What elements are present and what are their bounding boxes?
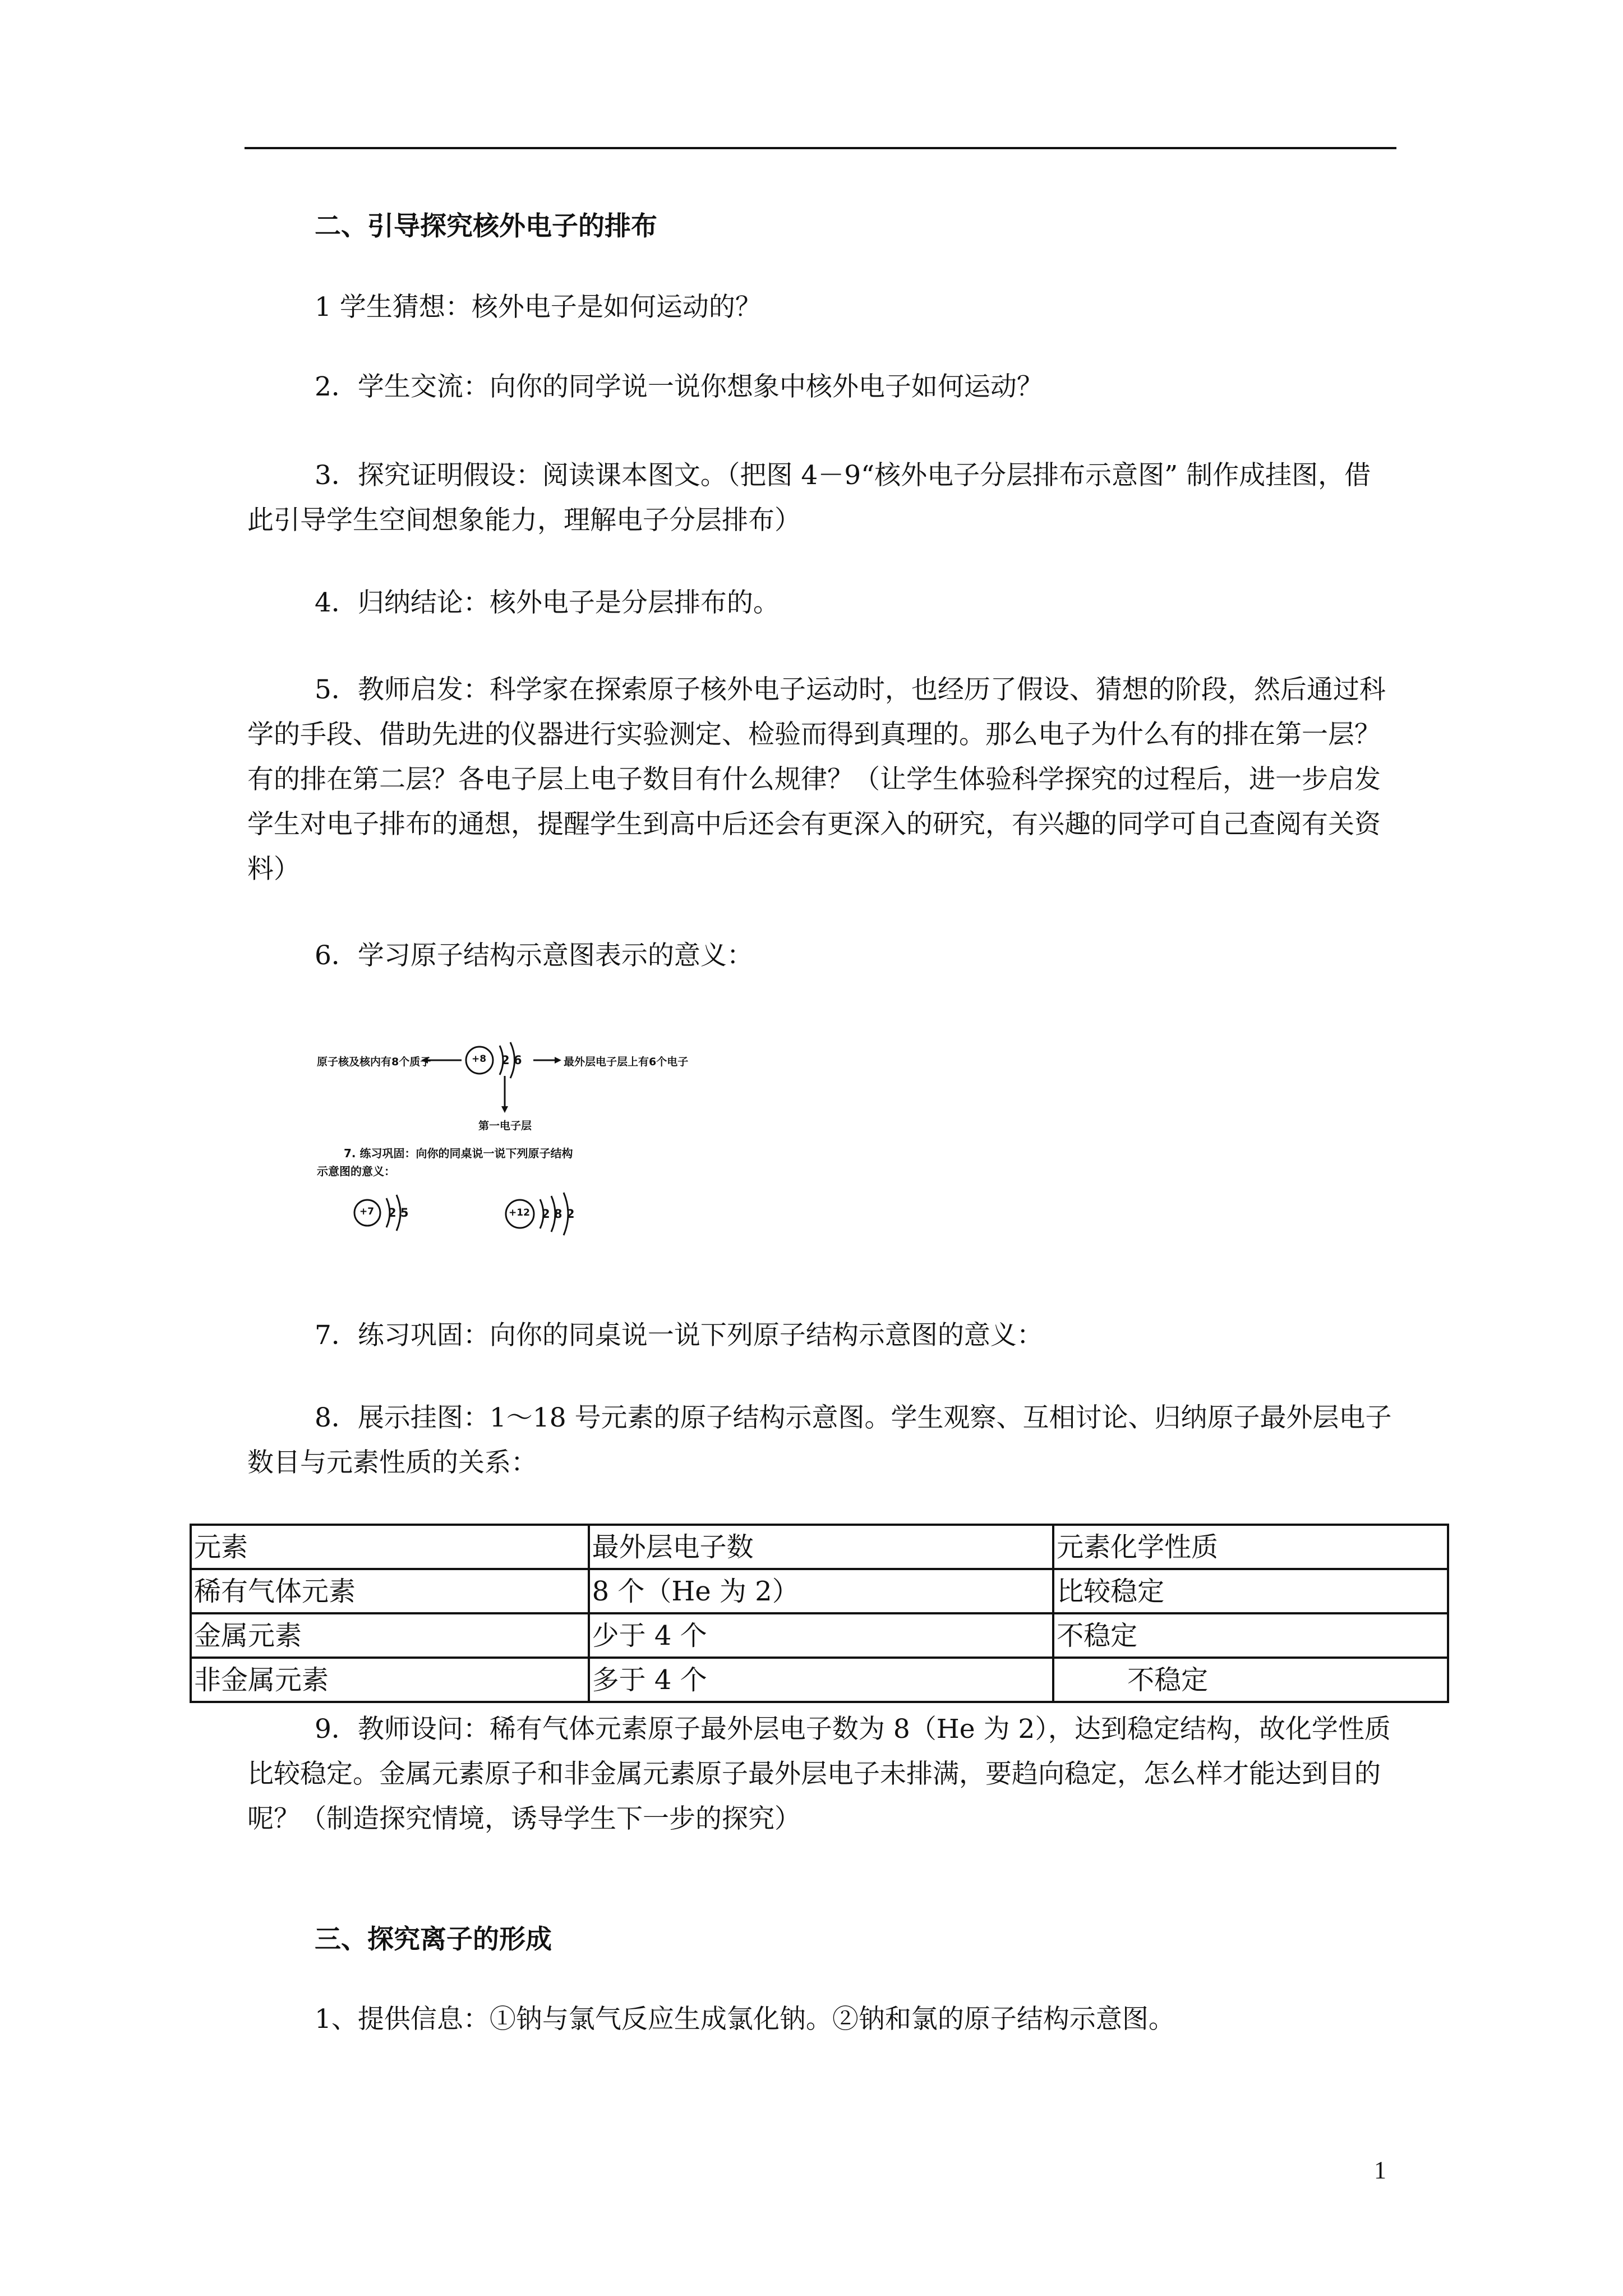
nitrogen-nucleus-charge: +7 bbox=[359, 1206, 375, 1217]
table-cell: 8 个（He 为 2） bbox=[589, 1569, 1054, 1613]
nitrogen-shell-electrons: 2 5 bbox=[388, 1206, 409, 1220]
element-properties-table bbox=[190, 1524, 1449, 1703]
table-cell: 非金属元素 bbox=[191, 1658, 589, 1702]
arrow-down-head bbox=[501, 1106, 508, 1113]
table-header-cell: 元素 bbox=[191, 1525, 589, 1569]
figure-label-outer-shell: 最外层电子层上有6个电子 bbox=[564, 1056, 689, 1068]
table-cell: 金属元素 bbox=[191, 1613, 589, 1658]
section-heading-2: 二、引导探究核外电子的排布 bbox=[315, 211, 657, 242]
paragraph-2: 2．学生交流：向你的同学说一说你想象中核外电子如何运动？ bbox=[315, 371, 1043, 402]
paragraph-5: 5．教师启发：科学家在探索原子核外电子运动时，也经历了假设、猜想的阶段，然后通过科学的手段、借助先进的仪器进行实验测定、检验而得到真理的。那么电子为什么有的排在第一层？有的排在第二层？各电子层上电子数目有什么规律？（让学生体验科学探究的过程后，进一步启发学生对电子排布的通想，提醒学生到高中后还会有更深入的研究，有兴趣的同学可自己查阅有关资料） bbox=[247, 674, 1386, 885]
header-rule bbox=[245, 147, 1396, 149]
paragraph-4: 4．归纳结论：核外电子是分层排布的。 bbox=[315, 587, 780, 618]
arrow-right-head bbox=[555, 1057, 561, 1064]
paragraph-6: 6．学习原子结构示意图表示的意义： bbox=[315, 940, 753, 971]
oxygen-shell-electrons: 2 6 bbox=[501, 1053, 522, 1067]
paragraph-1: 1 学生猜想：核外电子是如何运动的？ bbox=[315, 292, 762, 323]
table-row bbox=[191, 1658, 1448, 1702]
table-row bbox=[191, 1569, 1448, 1613]
table-cell: 多于 4 个 bbox=[589, 1658, 1054, 1702]
magnesium-nucleus-charge: +12 bbox=[509, 1207, 530, 1218]
paragraph-10: 1、提供信息：①钠与氯气反应生成氯化钠。②钠和氯的原子结构示意图。 bbox=[315, 2004, 1175, 2035]
paragraph-9: 9．教师设问：稀有气体元素原子最外层电子数为 8（He 为 2），达到稳定结构，故化学性质比较稳定。金属元素原子和非金属元素原子最外层电子未排满，要趋向稳定，怎么样才能达到目的呢？（制造探究情境，诱导学生下一步的探究） bbox=[247, 1714, 1391, 1834]
oxygen-nucleus-charge: +8 bbox=[472, 1053, 487, 1065]
figure-label-first-shell: 第一电子层 bbox=[478, 1120, 532, 1132]
paragraph-8: 8．展示挂图：1～18 号元素的原子结构示意图。学生观察、互相讨论、归纳原子最外层电子数目与元素性质的关系： bbox=[247, 1402, 1392, 1478]
table-cell: 不稳定 bbox=[1053, 1658, 1448, 1702]
table-cell: 比较稳定 bbox=[1053, 1569, 1448, 1613]
figure-caption-line-2: 示意图的意义： bbox=[317, 1165, 395, 1178]
table-header-cell: 元素化学性质 bbox=[1053, 1525, 1448, 1569]
paragraph-7: 7．练习巩固：向你的同桌说一说下列原子结构示意图的意义： bbox=[315, 1320, 1043, 1351]
figure-label-nucleus: 原子核及核内有8个质子 bbox=[317, 1056, 431, 1068]
atomic-structure-figure bbox=[311, 1021, 704, 1240]
figure-caption-line-1: 7. 练习巩固：向你的同桌说一说下列原子结构 bbox=[344, 1147, 573, 1160]
magnesium-shell-electrons: 2 8 2 bbox=[542, 1207, 575, 1221]
page-number: 1 bbox=[1374, 2156, 1386, 2184]
table-row bbox=[191, 1613, 1448, 1658]
paragraph-3: 3．探究证明假设：阅读课本图文。（把图 4－9“核外电子分层排布示意图” 制作成挂图，借此引导学生空间想象能力，理解电子分层排布） bbox=[247, 460, 1371, 536]
section-heading-3: 三、探究离子的形成 bbox=[315, 1924, 552, 1955]
table-cell: 不稳定 bbox=[1053, 1613, 1448, 1658]
table-cell: 少于 4 个 bbox=[589, 1613, 1054, 1658]
table-cell: 稀有气体元素 bbox=[191, 1569, 589, 1613]
table-header-row bbox=[191, 1525, 1448, 1569]
table-header-cell: 最外层电子数 bbox=[589, 1525, 1054, 1569]
